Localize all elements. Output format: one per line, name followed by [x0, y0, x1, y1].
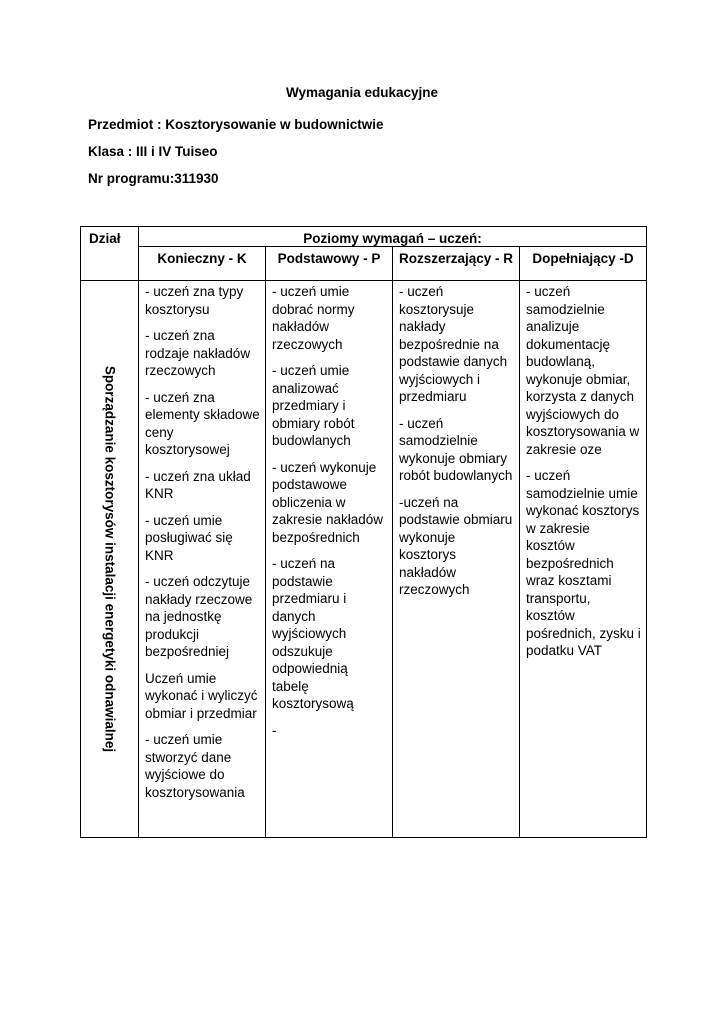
- list-item: - uczeń umie analizować przedmiary i obmiary robót budowlanych: [272, 363, 355, 448]
- subject-line: Przedmiot : Kosztorysowanie w budownictwie: [88, 117, 384, 132]
- list-item: - uczeń samodzielnie wykonuje obmiary robót budowlanych: [399, 415, 513, 483]
- column-dopelniajacy: [520, 281, 647, 838]
- header-dzial: Dział: [81, 227, 139, 281]
- table-header-row: [81, 227, 647, 247]
- list-item: -: [272, 722, 277, 738]
- list-item: - uczeń wykonuje podstawowe obliczenia w zakresie nakładów bezpośrednich: [272, 459, 384, 545]
- table-row: [81, 281, 647, 838]
- header-levels: Poziomy wymagań – uczeń:: [139, 227, 647, 247]
- column-rozszerzajacy: [393, 281, 520, 838]
- list-item: - uczeń umie dobrać normy nakładów rzeczowych: [272, 284, 355, 352]
- document-title: Wymagania edukacyjne: [285, 85, 439, 100]
- list-item: - uczeń kosztorysuje nakłady bezpośrednie na podstawie danych wyjściowych i przedmiaru: [399, 284, 508, 404]
- section-label: Sporządzanie kosztorysów instalacji energetyki odnawialnej: [102, 365, 117, 753]
- list-item: - uczeń umie stworzyć dane wyjściowe do kosztorysowania: [145, 732, 245, 800]
- program-line: Nr programu:311930: [88, 171, 219, 186]
- list-item: - uczeń umie posługiwać się KNR: [145, 512, 233, 563]
- requirements-table: [80, 226, 647, 838]
- level-header-p: Podstawowy - P: [266, 247, 393, 281]
- table-level-row: [81, 247, 647, 281]
- list-item: - uczeń zna typy kosztorysu: [145, 284, 244, 317]
- list-item: - uczeń samodzielnie umie wykonać kosztorys w zakresie kosztów bezpośrednich wraz kosztami transportu, kosztów pośrednich, zysku i podatku VAT: [526, 468, 641, 658]
- level-header-k: Konieczny - K: [139, 247, 266, 281]
- column-konieczny: [139, 281, 266, 838]
- level-header-d: Dopełniający -D: [520, 247, 647, 281]
- list-item: - uczeń odczytuje nakłady rzeczowe na jednostkę produkcji bezpośredniej: [145, 574, 253, 659]
- list-item: - uczeń zna elementy składowe ceny kosztorysowej: [145, 389, 260, 457]
- list-item: -uczeń na podstawie obmiaru wykonuje kosztorys nakładów rzeczowych: [399, 494, 513, 597]
- level-header-r: Rozszerzający - R: [393, 247, 520, 281]
- column-podstawowy: [266, 281, 393, 838]
- list-item: - uczeń na podstawie przedmiaru i danych wyjściowych odszukuje odpowiednią tabelę kosztorysową: [272, 556, 354, 711]
- list-item: - uczeń zna układ KNR: [145, 468, 251, 501]
- section-cell: [81, 281, 139, 838]
- list-item: Uczeń umie wykonać i wyliczyć obmiar i przedmiar: [145, 670, 258, 721]
- list-item: - uczeń zna rodzaje nakładów rzeczowych: [145, 328, 251, 378]
- list-item: - uczeń samodzielnie analizuje dokumentację budowlaną, wykonuje obmiar, korzysta z danych wyjściowych do kosztorysowania w zakresie oze: [526, 284, 640, 457]
- class-line: Klasa : III i IV Tuiseo: [88, 144, 218, 159]
